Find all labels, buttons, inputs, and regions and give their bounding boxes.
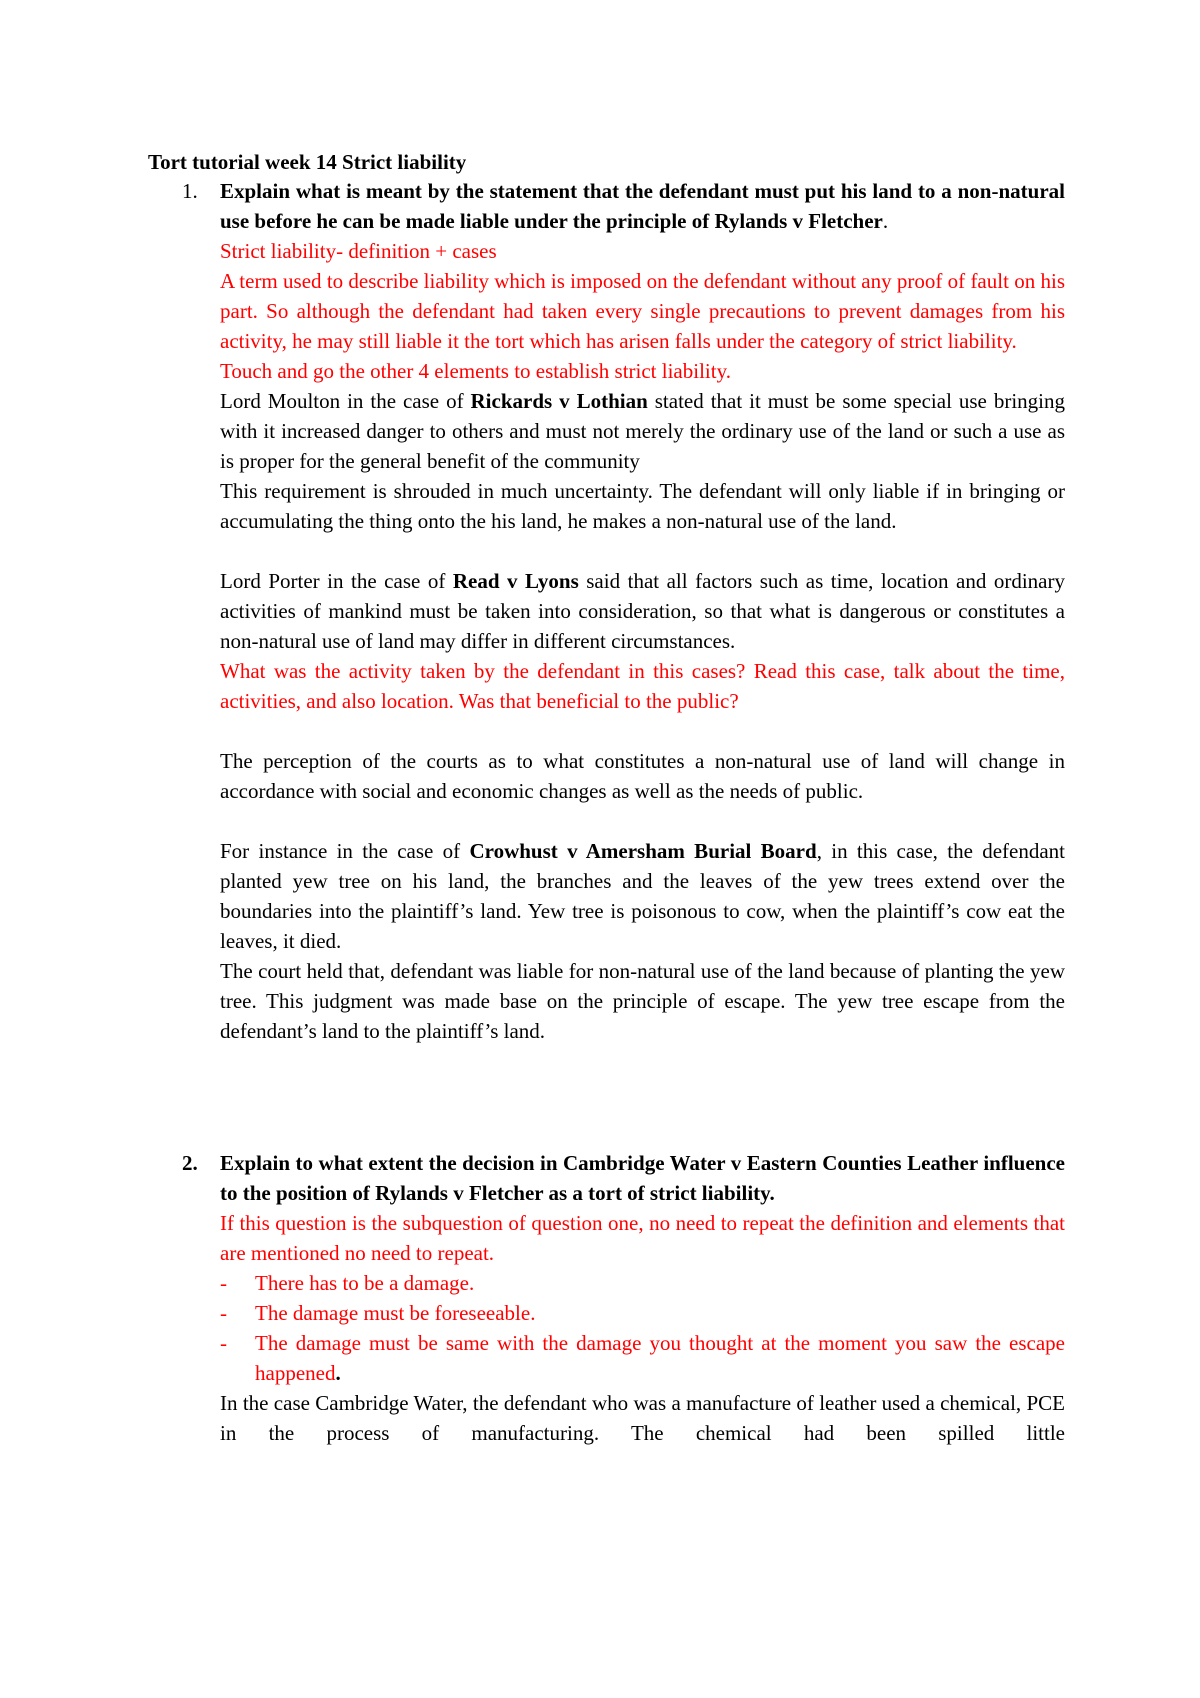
bullet-item xyxy=(220,1268,1065,1298)
moulton-intro: Lord Moulton in the case of xyxy=(220,389,471,413)
crowhust-body: , in this case, the defendant planted yew tree on his land, the branches and the leaves of the yew trees extend over the boundaries into the plaintiff’s land. Yew tree is poisonous to cow, when the plaintiff’s cow eat the leaves, it died. xyxy=(220,839,1066,953)
question-1-text xyxy=(220,176,1065,236)
strict-liability-heading: Strict liability- definition + cases xyxy=(220,239,497,263)
document-title: Tort tutorial week 14 Strict liability xyxy=(148,150,467,174)
bullet-text: The damage must be foreseeable. xyxy=(255,1301,536,1325)
bullet-text-end: . xyxy=(335,1361,341,1385)
bullet-text: There has to be a damage. xyxy=(255,1271,475,1295)
crowhust-intro: For instance in the case of xyxy=(220,839,470,863)
question-1-lead: Explain what is meant by the statement that the defendant must put his land to a non-natural use before he can be made liable under the principle of Rylands v Fletcher xyxy=(220,179,1065,233)
case-read-v-lyons: Read v Lyons xyxy=(452,569,579,593)
bullet-item xyxy=(220,1328,1065,1388)
perception-paragraph: The perception of the courts as to what constitutes a non-natural use of land will change in accordance with social and economic changes as well as the needs of public. xyxy=(220,749,1065,803)
moulton-body: stated that it must be some special use bringing with it increased danger to others and must not merely the ordinary use of the land or such a use as is proper for the general benefit of the community xyxy=(220,389,1065,473)
crowhust-paragraph xyxy=(220,836,1065,956)
case-crowhust-v-amersham: Crowhust v Amersham Burial Board xyxy=(469,839,817,863)
cambridge-section xyxy=(220,1388,1065,1448)
bullet-item xyxy=(220,1298,1065,1328)
bullet-dash: - xyxy=(220,1331,227,1355)
question-1-end: . xyxy=(882,209,889,233)
bullet-text xyxy=(255,1328,1065,1388)
touch-elements-note: Touch and go the other 4 elements to establish strict liability. xyxy=(220,359,731,383)
question-2-text: Explain to what extent the decision in Cambridge Water v Eastern Counties Leather influence to the position of Rylands v Fletcher as a tort of strict liability. xyxy=(220,1151,1065,1205)
bullet-text-main: The damage must be same with the damage you thought at the moment you saw the escape happened xyxy=(255,1331,1065,1385)
porter-intro: Lord Porter in the case of xyxy=(220,569,453,593)
question-1-number: 1. xyxy=(182,179,198,203)
question-1-section xyxy=(220,176,1065,1046)
activity-question-note: What was the activity taken by the defendant in this cases? Read this case, talk about the time, activities, and also location. Was that beneficial to the public? xyxy=(220,659,1065,713)
requirement-paragraph: This requirement is shrouded in much uncertainty. The defendant will only liable if in bringing or accumulating the thing onto the his land, he makes a non-natural use of the land. xyxy=(220,479,1065,533)
question-2-number: 2. xyxy=(182,1151,198,1175)
subquestion-note: If this question is the subquestion of question one, no need to repeat the definition and elements that are mentioned no need to repeat. xyxy=(220,1211,1065,1265)
porter-paragraph xyxy=(220,566,1065,656)
question-2-section xyxy=(220,1148,1065,1268)
court-held-paragraph: The court held that, defendant was liable for non-natural use of the land because of planting the yew tree. This judgment was made base on the principle of escape. The yew tree escape from the defendant’s land to the plaintiff’s land. xyxy=(220,959,1065,1043)
moulton-paragraph xyxy=(220,386,1065,476)
bullet-dash: - xyxy=(220,1301,227,1325)
bullet-dash: - xyxy=(220,1271,227,1295)
cambridge-paragraph: In the case Cambridge Water, the defendant who was a manufacture of leather used a chemical, PCE in the process of manufacturing. The chemical had been spilled little xyxy=(220,1391,1065,1445)
strict-liability-definition: A term used to describe liability which is imposed on the defendant without any proof of fault on his part. So although the defendant had taken every single precautions to prevent damages from his activity, he may still liable it the tort which has arisen falls under the category of strict liability. xyxy=(220,269,1065,353)
porter-body: said that all factors such as time, location and ordinary activities of mankind must be taken into consideration, so that what is dangerous or constitutes a non-natural use of land may differ in different circumstances. xyxy=(220,569,1065,653)
case-rickards-v-lothian: Rickards v Lothian xyxy=(470,389,648,413)
